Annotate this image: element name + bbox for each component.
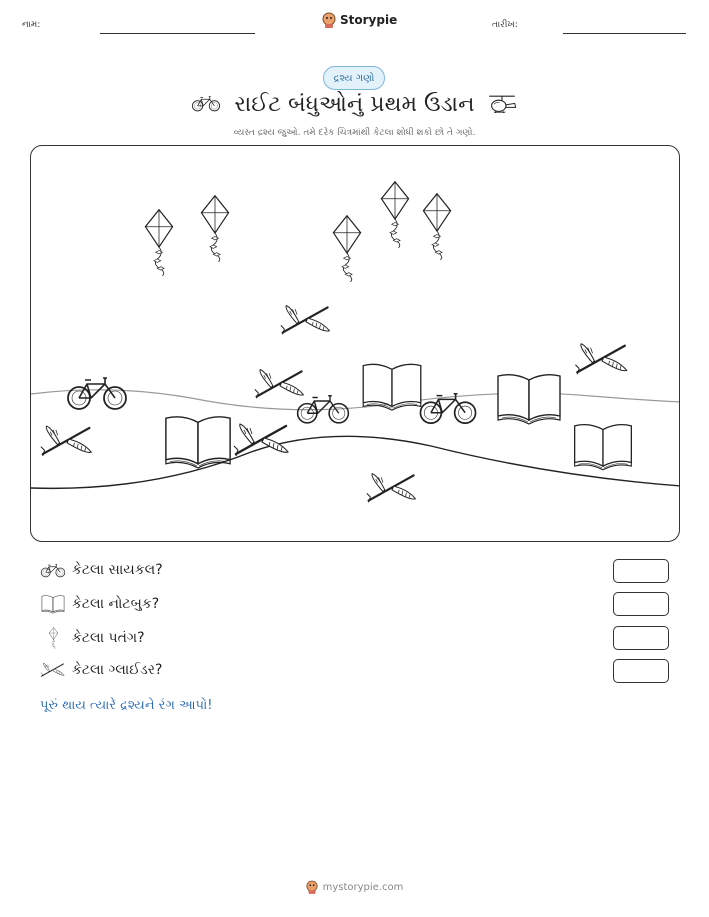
count-badge: દ્રશ્ય ગણો (323, 66, 385, 90)
bicycle (420, 394, 475, 423)
kite (333, 216, 360, 282)
glider (41, 426, 91, 456)
question-text: કેટલા નોટબુક? (72, 596, 160, 612)
helicopter-icon (486, 92, 518, 118)
bicycle (68, 378, 126, 409)
hill-line-back (31, 390, 680, 410)
kite (145, 210, 172, 276)
page-title: રાઈટ બંધુઓનું પ્રથમ ઉડાન (234, 92, 475, 117)
question-kites (40, 627, 145, 649)
question-notebooks (40, 594, 159, 614)
question-text: કેટલા ગ્લાઈડર? (72, 662, 163, 678)
kite (201, 196, 228, 262)
instructions: વ્યસ્ત દ્રશ્ય જુઓ. તમે દરેક ચિત્રમાંથી કેટલા શોધી શકો છો તે ગણો. (233, 128, 476, 138)
search-scene (30, 145, 680, 542)
bicycle-icon (40, 561, 66, 579)
notebook (575, 425, 632, 470)
notebook (363, 364, 421, 410)
brand-name: Storypie (340, 13, 398, 27)
footer-url: mystorypie.com (322, 881, 404, 893)
notebook (166, 417, 230, 468)
name-label: નામ: (22, 20, 41, 30)
question-bicycles (40, 561, 163, 579)
glider-icon (40, 660, 66, 680)
mascot-icon (306, 880, 318, 894)
glider (281, 306, 330, 335)
answer-box-gliders[interactable] (613, 659, 669, 683)
glider (575, 344, 626, 374)
mascot-icon (322, 12, 336, 28)
answer-box-kites[interactable] (613, 626, 669, 650)
kite-icon (40, 627, 66, 649)
notebook (498, 375, 560, 424)
coloring-note: પૂરું થાય ત્યારે દ્રશ્યને રંગ આપો! (40, 698, 213, 713)
brand-logo (322, 12, 397, 28)
glider (255, 370, 304, 399)
answer-box-bicycles[interactable] (613, 559, 669, 583)
name-field[interactable] (100, 33, 255, 34)
date-field[interactable] (563, 33, 686, 34)
glider (367, 474, 416, 503)
question-gliders (40, 660, 162, 680)
footer (0, 880, 709, 894)
date-label: તારીખ: (492, 20, 518, 30)
answer-box-notebooks[interactable] (613, 592, 669, 616)
kite (381, 182, 408, 248)
kite (423, 194, 450, 260)
question-text: કેટલા સાયકલ? (72, 562, 163, 578)
glider (234, 424, 288, 456)
question-text: કેટલા પતંગ? (72, 630, 145, 646)
notebook-icon (40, 594, 66, 614)
